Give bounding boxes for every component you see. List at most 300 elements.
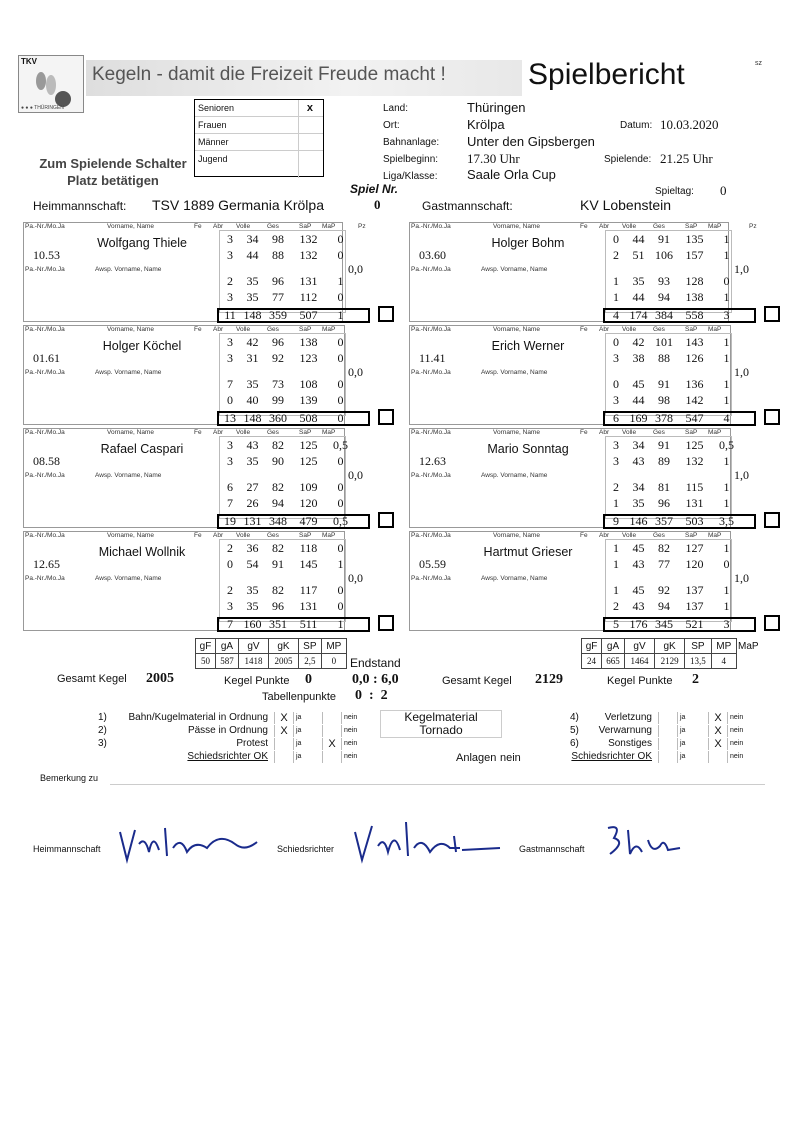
total-value: 6: [613, 411, 619, 425]
spielnr-label: Spiel Nr.: [350, 182, 399, 196]
col-label-awsp-name: Awsp. Vorname, Name: [481, 369, 548, 376]
final-score: 0,0 : 6,0: [352, 672, 399, 687]
stat-value: 125: [299, 438, 318, 452]
stat-value: 0: [337, 599, 344, 613]
col-label-vorname: Vorname, Name: [493, 532, 540, 539]
total-value: 5: [613, 617, 619, 631]
stat-value: 1: [723, 393, 730, 407]
stat-value: 91: [658, 377, 670, 391]
col-label-sap: SaP: [299, 223, 312, 230]
check-nein-box[interactable]: [322, 712, 342, 724]
total-value: 508: [299, 411, 318, 425]
liga-value: Saale Orla Cup: [467, 167, 556, 182]
summary-value: 2005: [268, 654, 298, 669]
stat-value: 93: [658, 274, 670, 288]
col-label-volle: Volle: [622, 223, 637, 230]
summary-header: gA: [602, 639, 625, 654]
category-frauen[interactable]: Frauen: [195, 117, 323, 134]
guest-summary-table: [581, 638, 737, 669]
player-pass-number: 12.63: [419, 454, 446, 468]
table-points-value: 0 : 2: [355, 688, 388, 703]
player-block: [23, 222, 395, 322]
col-label-sap: SaP: [299, 429, 312, 436]
check-number: 5): [570, 725, 579, 736]
check-label: Sonstiges: [608, 738, 652, 749]
stat-value: 0: [613, 377, 619, 391]
stat-value: 3: [227, 290, 233, 304]
stat-value: 0: [227, 393, 233, 407]
col-label-awsp: Pa.-Nr./Mo.Ja: [411, 472, 451, 479]
stat-value: 81: [658, 480, 670, 494]
spielnr-value: 0: [374, 197, 381, 212]
col-label-fe: Fe: [580, 326, 588, 333]
stat-value: 96: [658, 496, 670, 510]
stat-value: 82: [272, 583, 284, 597]
material-box: Kegelmaterial Tornado: [380, 710, 502, 738]
total-value: 1: [337, 308, 344, 322]
summary-value: 4: [711, 654, 736, 669]
check-nein-box[interactable]: [708, 751, 728, 763]
total-value: 547: [685, 411, 704, 425]
nein-label: nein: [344, 753, 358, 760]
check-ja-box[interactable]: [658, 738, 678, 750]
spieltag-label: Spieltag:: [655, 186, 694, 197]
ja-label: ja: [680, 753, 686, 760]
check-nein-box[interactable]: [322, 751, 342, 763]
stat-value: 132: [299, 232, 318, 246]
col-label-awsp-name: Awsp. Vorname, Name: [481, 575, 548, 582]
stat-value: 2: [227, 583, 233, 597]
category-box: [194, 99, 324, 177]
bemerkung-label: Bemerkung zu: [40, 773, 99, 783]
stat-value: 45: [632, 583, 645, 597]
col-label-abr: Abr: [599, 429, 610, 436]
stat-value: 77: [272, 290, 284, 304]
total-value: 4: [723, 411, 730, 425]
col-label-abr: Abr: [599, 532, 610, 539]
summary-header: SP: [685, 639, 712, 654]
col-label-abr: Abr: [213, 326, 224, 333]
summary-value: 24: [582, 654, 602, 669]
col-label-volle: Volle: [622, 429, 637, 436]
col-label-abr: Abr: [213, 532, 224, 539]
stat-value: 157: [685, 248, 704, 262]
stat-value: 115: [685, 480, 704, 494]
player-pass-number: 11.41: [419, 351, 446, 365]
logo-text: TKV: [21, 57, 37, 66]
summary-header: gV: [238, 639, 268, 654]
check-ja-box[interactable]: [274, 738, 294, 750]
stat-value: 35: [632, 496, 645, 510]
stat-value: 123: [299, 351, 318, 365]
stat-value: 0: [337, 541, 344, 555]
check-ja-box[interactable]: [658, 712, 678, 724]
stat-value: 0: [337, 377, 344, 391]
player-name: Erich Werner: [491, 339, 565, 353]
col-label-fe: Fe: [580, 532, 588, 539]
stat-value: 1: [613, 274, 619, 288]
anlagen-label: Anlagen: [456, 752, 497, 764]
col-label-ges: Ges: [653, 429, 665, 436]
player-pass-number: 03.60: [419, 248, 446, 262]
total-value: 357: [655, 514, 673, 528]
player-block: [409, 222, 781, 322]
stat-value: 91: [658, 438, 670, 452]
col-label-vorname: Vorname, Name: [493, 223, 540, 230]
check-nein-box[interactable]: X: [322, 738, 342, 750]
stat-value: 3: [613, 393, 619, 407]
stat-value: 132: [685, 454, 704, 468]
total-value: 511: [299, 617, 318, 631]
ja-label: ja: [680, 727, 686, 734]
stat-value: 125: [685, 438, 704, 452]
col-label-ges: Ges: [653, 326, 665, 333]
stat-value: 88: [658, 351, 670, 365]
summary-header: MP: [711, 639, 736, 654]
stat-value: 35: [246, 274, 259, 288]
spieltag-value: 0: [720, 183, 727, 198]
stat-value: 35: [246, 290, 259, 304]
player-name: Hartmut Grieser: [483, 545, 573, 559]
stat-value: 43: [632, 599, 645, 613]
home-kegel-label: Gesamt Kegel: [57, 673, 127, 685]
col-label-vorname: Vorname, Name: [107, 326, 154, 333]
nein-label: nein: [730, 714, 744, 721]
stat-value: 54: [246, 557, 259, 571]
col-label-abr: Abr: [213, 223, 224, 230]
col-label-vorname: Vorname, Name: [493, 429, 540, 436]
category-senioren[interactable]: Senioren x: [195, 100, 323, 117]
stat-value: 135: [685, 232, 704, 246]
stat-value: 0: [337, 351, 344, 365]
check-number: 2): [98, 725, 107, 736]
stat-value: 127: [685, 541, 704, 555]
home-team-name: TSV 1889 Germania Krölpa: [152, 197, 324, 213]
col-label-awsp: Pa.-Nr./Mo.Ja: [25, 472, 65, 479]
summary-value: 665: [602, 654, 625, 669]
map-input-box[interactable]: [378, 306, 394, 322]
col-label-pass: Pa.-Nr./Mo.Ja: [25, 532, 65, 539]
stat-value: 88: [272, 248, 284, 262]
map-input-box[interactable]: [378, 615, 394, 631]
anlagen-value: nein: [500, 752, 521, 764]
guest-signature-label: Gastmannschaft: [519, 844, 585, 854]
bahnanlage-value: Unter den Gipsbergen: [467, 134, 595, 149]
category-maenner[interactable]: Männer: [195, 134, 323, 151]
total-value: 146: [629, 514, 648, 528]
col-label-awsp: Pa.-Nr./Mo.Ja: [25, 266, 65, 273]
ort-label: Ort:: [383, 120, 400, 131]
stat-value: 131: [299, 599, 318, 613]
col-label-volle: Volle: [622, 326, 637, 333]
summary-value: 1464: [624, 654, 654, 669]
home-signature: [115, 822, 265, 867]
col-label-fe: Fe: [194, 429, 202, 436]
stat-value: 139: [299, 393, 318, 407]
nein-label: nein: [344, 740, 358, 747]
col-label-fe: Fe: [194, 223, 202, 230]
datum-label: Datum:: [620, 120, 653, 131]
stat-value: 92: [272, 351, 284, 365]
check-label: Verletzung: [604, 712, 652, 723]
total-value: 3,5: [719, 514, 734, 528]
total-value: 176: [629, 617, 648, 631]
player-map-value: 0,0: [348, 468, 363, 482]
player-block: [23, 428, 395, 528]
total-value: 507: [299, 308, 318, 322]
player-pass-number: 12.65: [33, 557, 60, 571]
col-label-ges: Ges: [267, 223, 279, 230]
col-label-ges: Ges: [267, 326, 279, 333]
col-label-pass: Pa.-Nr./Mo.Ja: [411, 223, 451, 230]
player-map-value: 1,0: [734, 468, 749, 482]
corner-mark: sz: [755, 60, 762, 67]
category-jugend[interactable]: Jugend: [198, 154, 228, 164]
home-summary-table: [195, 638, 347, 669]
stat-value: 1: [723, 496, 730, 510]
check-label: Schiedsrichter OK: [187, 751, 268, 762]
stat-value: 131: [299, 274, 318, 288]
col-label-map: MaP: [708, 532, 722, 539]
summary-header: SP: [299, 639, 322, 654]
player-name: Mario Sonntag: [487, 442, 569, 456]
col-label-map: MaP: [708, 429, 722, 436]
stat-value: 96: [272, 335, 284, 349]
stat-value: 3: [227, 232, 233, 246]
summary-header: gA: [216, 639, 239, 654]
stat-value: 44: [632, 232, 645, 246]
stat-value: 1: [337, 557, 344, 571]
nein-label: nein: [730, 753, 744, 760]
total-value: 359: [269, 308, 287, 322]
stat-value: 98: [658, 393, 670, 407]
ja-label: ja: [296, 753, 302, 760]
col-label-awsp: Pa.-Nr./Mo.Ja: [411, 266, 451, 273]
home-points-label: Kegel Punkte: [224, 675, 290, 687]
stat-value: 3: [613, 351, 619, 365]
stat-value: 45: [632, 541, 645, 555]
player-map-value: 0,0: [348, 365, 363, 379]
stat-value: 1: [723, 290, 730, 304]
check-ja-box[interactable]: [658, 751, 678, 763]
total-value: 521: [685, 617, 704, 631]
col-label-awsp-name: Awsp. Vorname, Name: [95, 266, 162, 273]
stat-value: 1: [337, 274, 344, 288]
total-value: 7: [227, 617, 233, 631]
col-label-map: MaP: [708, 326, 722, 333]
col-label-pass: Pa.-Nr./Mo.Ja: [411, 429, 451, 436]
stat-value: 34: [246, 232, 259, 246]
stat-value: 0: [613, 232, 619, 246]
check-ja-box[interactable]: X: [274, 712, 294, 724]
check-nein-box[interactable]: X: [708, 738, 728, 750]
stat-value: 138: [299, 335, 318, 349]
stat-value: 145: [299, 557, 318, 571]
stat-value: 44: [246, 248, 259, 262]
stat-value: 0: [227, 557, 233, 571]
stat-value: 43: [632, 557, 645, 571]
col-label-pass: Pa.-Nr./Mo.Ja: [25, 326, 65, 333]
stat-value: 82: [272, 438, 284, 452]
check-ja-box[interactable]: [274, 751, 294, 763]
col-label-abr: Abr: [213, 429, 224, 436]
map-input-box[interactable]: [378, 409, 394, 425]
summary-header: gK: [268, 639, 298, 654]
stat-value: 73: [272, 377, 284, 391]
ja-label: ja: [680, 714, 686, 721]
ja-label: ja: [296, 714, 302, 721]
stat-value: 42: [632, 335, 645, 349]
stat-value: 42: [246, 335, 259, 349]
col-label-vorname: Vorname, Name: [107, 532, 154, 539]
stat-value: 43: [632, 454, 645, 468]
stat-value: 3: [227, 248, 233, 262]
stat-value: 1: [723, 335, 730, 349]
instruction-text: Zum Spielende Schalter Platz betätigen: [39, 156, 187, 188]
stat-value: 99: [272, 393, 284, 407]
check-ja-box[interactable]: [658, 725, 678, 737]
stat-value: 98: [272, 232, 284, 246]
stat-value: 1: [613, 290, 619, 304]
stat-value: 96: [272, 599, 284, 613]
stat-value: 0,5: [719, 438, 734, 452]
bowling-pins-icon: [19, 67, 79, 111]
check-ja-box[interactable]: X: [274, 725, 294, 737]
col-label-abr: Abr: [599, 326, 610, 333]
stat-value: 38: [632, 351, 645, 365]
stat-value: 125: [299, 454, 318, 468]
map-input-box[interactable]: [764, 615, 780, 631]
spielende-value: 21.25 Uhr: [660, 151, 713, 166]
bemerkung-line: [110, 784, 765, 785]
stat-value: 90: [272, 454, 284, 468]
check-nein-box[interactable]: X: [708, 725, 728, 737]
total-value: 503: [685, 514, 704, 528]
svg-text:● ● ● THÜRINGEN: ● ● ● THÜRINGEN: [21, 105, 64, 111]
total-value: 174: [629, 308, 648, 322]
col-label-sap: SaP: [685, 223, 698, 230]
total-value: 19: [224, 514, 236, 528]
ja-label: ja: [680, 740, 686, 747]
stat-value: 77: [658, 557, 670, 571]
check-label: Pässe in Ordnung: [187, 725, 268, 736]
check-number: 4): [570, 712, 579, 723]
player-map-value: 1,0: [734, 365, 749, 379]
stat-value: 3: [227, 438, 233, 452]
stat-value: 1: [723, 232, 730, 246]
ja-label: ja: [296, 727, 302, 734]
nein-label: nein: [344, 714, 358, 721]
ort-value: Krölpa: [467, 117, 505, 132]
stat-value: 43: [246, 438, 259, 452]
summary-value: 1418: [238, 654, 268, 669]
summary-value: 2129: [655, 654, 685, 669]
stat-value: 108: [299, 377, 318, 391]
stat-value: 1: [723, 541, 730, 555]
stat-value: 94: [658, 290, 670, 304]
map-input-box[interactable]: [378, 512, 394, 528]
stat-value: 1: [723, 583, 730, 597]
stat-value: 2: [613, 248, 619, 262]
col-label-map: MaP: [322, 326, 336, 333]
stat-value: 0: [337, 583, 344, 597]
player-map-value: 0,0: [348, 262, 363, 276]
land-value: Thüringen: [467, 100, 526, 115]
referee-signature-label: Schiedsrichter: [277, 844, 335, 854]
home-signature-label: Heimmannschaft: [33, 844, 101, 854]
stat-value: 27: [246, 480, 259, 494]
spielende-label: Spielende:: [604, 154, 652, 165]
player-map-value: 0,0: [348, 571, 363, 585]
total-value: 351: [269, 617, 287, 631]
map-input-box[interactable]: [764, 306, 780, 322]
land-label: Land:: [383, 103, 409, 114]
ja-label: ja: [296, 740, 302, 747]
col-label-volle: Volle: [236, 532, 251, 539]
col-label-ges: Ges: [653, 223, 665, 230]
total-value: 160: [243, 617, 262, 631]
stat-value: 3: [613, 438, 619, 452]
total-value: 1: [337, 617, 344, 631]
total-value: 384: [655, 308, 673, 322]
summary-header: gF: [582, 639, 602, 654]
col-label-awsp: Pa.-Nr./Mo.Ja: [25, 369, 65, 376]
summary-value: 2,5: [299, 654, 322, 669]
player-map-value: 1,0: [734, 571, 749, 585]
stat-value: 0,5: [333, 438, 348, 452]
col-label-volle: Volle: [236, 223, 251, 230]
stat-value: 3: [227, 454, 233, 468]
endstand-label: Endstand: [350, 656, 401, 670]
col-label-ges: Ges: [653, 532, 665, 539]
stat-value: 143: [685, 335, 704, 349]
total-value: 360: [269, 411, 287, 425]
player-name: Holger Köchel: [102, 339, 182, 353]
check-nein-box[interactable]: X: [708, 712, 728, 724]
home-points-value: 0: [305, 672, 312, 687]
nein-label: nein: [730, 740, 744, 747]
total-value: 131: [243, 514, 262, 528]
stat-value: 137: [685, 583, 704, 597]
stat-value: 44: [632, 393, 645, 407]
total-value: 0: [337, 411, 344, 425]
stat-value: 35: [246, 599, 259, 613]
check-nein-box[interactable]: [322, 725, 342, 737]
stat-value: 0: [337, 232, 344, 246]
total-value: 3: [723, 617, 730, 631]
player-block: [409, 428, 781, 528]
total-value: 558: [685, 308, 704, 322]
spielbeginn-label: Spielbeginn:: [383, 154, 439, 165]
stat-value: 131: [685, 496, 704, 510]
stat-value: 0: [337, 454, 344, 468]
col-label-awsp: Pa.-Nr./Mo.Ja: [25, 575, 65, 582]
player-name: Rafael Caspari: [100, 442, 184, 456]
map-input-box[interactable]: [764, 409, 780, 425]
col-label-vorname: Vorname, Name: [107, 223, 154, 230]
summary-value: 587: [216, 654, 239, 669]
stat-value: 1: [613, 496, 619, 510]
stat-value: 1: [723, 351, 730, 365]
stat-value: 117: [299, 583, 318, 597]
stat-value: 118: [299, 541, 318, 555]
map-input-box[interactable]: [764, 512, 780, 528]
stat-value: 137: [685, 599, 704, 613]
stat-value: 128: [685, 274, 704, 288]
tkv-logo: [18, 55, 84, 113]
stat-value: 120: [299, 496, 318, 510]
col-label-map: MaP: [322, 429, 336, 436]
